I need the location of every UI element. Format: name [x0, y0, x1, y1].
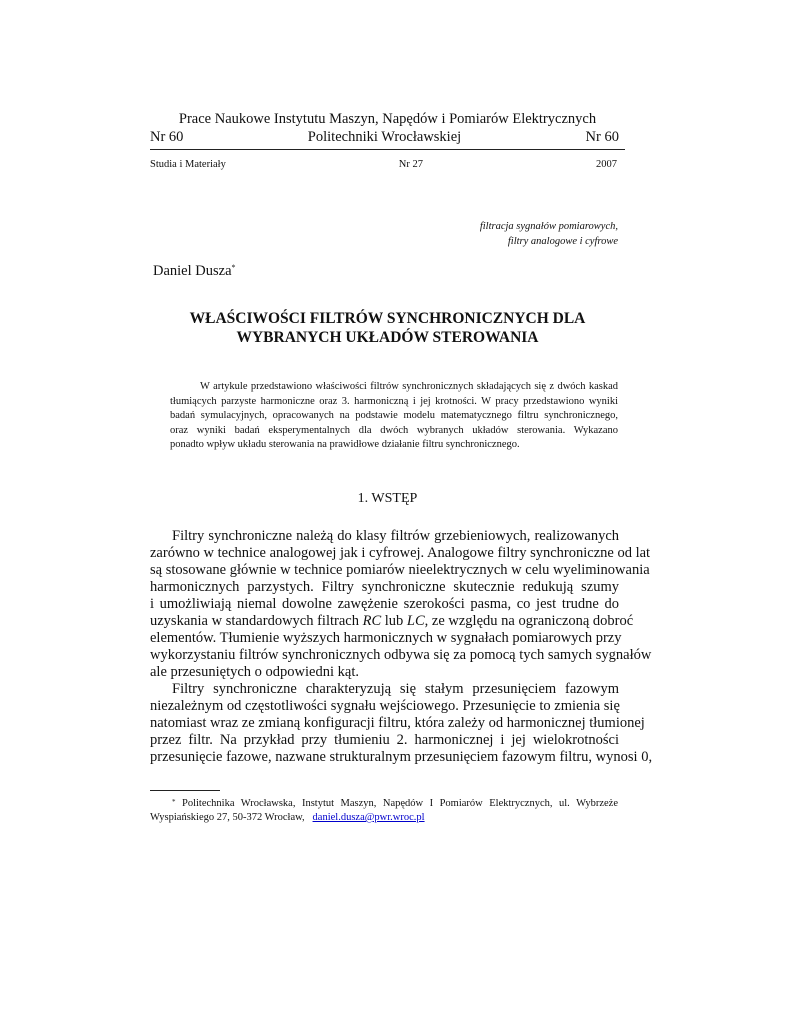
body-line: natomiast wraz ze zmianą konfiguracji filtru, która zależy od harmonicznej tłumionej — [150, 715, 645, 731]
abstract — [170, 380, 618, 453]
body-line: są stosowane głównie w technice pomiarów nieelektrycznych w celu wyeliminowania — [150, 562, 650, 578]
body-line: Filtry synchroniczne charakteryzują się stałym przesunięciem fazowym — [172, 681, 619, 697]
footnote — [150, 797, 618, 825]
footnote-address: Wyspiańskiego 27, 50-372 Wrocław, — [150, 812, 305, 823]
keywords-line: filtry analogowe i cyfrowe — [507, 235, 618, 247]
keywords — [480, 220, 618, 249]
abstract-line: badań symulacyjnych, opracowanych na podstawie modelu matematycznego filtru synchronicznego, — [170, 410, 618, 421]
body-line: i umożliwiają niemal dowolne zawężenie szerokości pasma, co jest trudne do — [150, 596, 619, 612]
body-line: niezależnym od częstotliwości sygnału wejściowego. Przesunięcie to zmienia się — [150, 698, 620, 714]
body-line: Filtry synchroniczne należą do klasy filtrów grzebieniowych, realizowanych — [172, 528, 619, 544]
header-right-number: Nr 60 — [585, 129, 619, 145]
footnote-line — [150, 811, 618, 825]
footnote-affiliation: Politechnika Wrocławska, Instytut Maszyn, Napędów I Pomiarów Elektrycznych, ul. Wybrzeże — [182, 798, 618, 809]
keywords-line: filtracja sygnałów pomiarowych, — [479, 221, 618, 232]
journal-title: Prace Naukowe Instytutu Maszyn, Napędów i Pomiarów Elektrycznych — [178, 111, 597, 127]
body-line: zarówno w technice analogowej jak i cyfrowej. Analogowe filtry synchroniczne od lat — [150, 545, 651, 561]
title-line: WŁAŚCIWOŚCI FILTRÓW SYNCHRONICZNYCH DLA — [189, 310, 586, 327]
header-rule — [150, 149, 625, 150]
body-line: elementów. Tłumienie wyższych harmonicznych w sygnałach pomiarowych przy — [150, 630, 622, 646]
series-label: Studia i Materiały — [150, 159, 226, 170]
footnote-line — [150, 797, 618, 811]
header-left-number: Nr 60 — [150, 129, 184, 145]
rc-term: RC — [362, 613, 382, 629]
body-text-fragment: uzyskania w standardowych filtrach — [150, 613, 363, 629]
lc-term: LC — [406, 613, 425, 629]
body-text-fragment: lub — [381, 613, 407, 629]
body-line: przesunięcie fazowe, nazwane strukturalnym przesunięciem fazowym filtru, wynosi 0, — [150, 749, 653, 765]
section-heading: 1. WSTĘP — [357, 491, 418, 506]
abstract-line: W artykule przedstawiono właściwości filtrów synchronicznych składających się z dwóch kaskad — [200, 381, 618, 392]
header-institution: Politechniki Wrocławskiej — [307, 129, 462, 145]
header-row — [150, 128, 619, 146]
body-line: wykorzystaniu filtrów synchronicznych odbywa się za pomocą tych samych sygnałów — [150, 647, 652, 663]
body-text — [150, 528, 653, 766]
abstract-line: oraz wyniki badań eksperymentalnych dla dwóch wybranych układów sterowania. Wykazano — [170, 424, 618, 436]
email-link[interactable]: daniel.dusza@pwr.wroc.pl — [312, 812, 425, 823]
body-line: ale przesuniętych o odpowiedni kąt. — [150, 664, 359, 680]
author-footnote-mark: * — [231, 263, 236, 272]
author — [153, 262, 236, 280]
body-line: harmonicznych parzystych. Filtry synchroniczne skutecznie redukują szumy — [150, 579, 619, 595]
abstract-line: ponadto wpływ układu sterowania na prawidłowe działanie filtru synchronicznego. — [170, 439, 520, 450]
author-name: Daniel Dusza — [153, 263, 232, 279]
body-text-fragment: , ze względu na ograniczoną dobroć — [424, 613, 634, 629]
year-label: 2007 — [595, 159, 617, 170]
footnote-mark: * — [172, 798, 176, 806]
abstract-line: tłumiących parzyste harmoniczne oraz 3. harmoniczną i jej krotności. W pracy przedstawiono wyniki — [170, 395, 618, 407]
issue-label: Nr 27 — [398, 159, 424, 170]
footnote-rule — [150, 790, 220, 791]
body-line — [150, 613, 634, 630]
body-line: przez filtr. Na przykład przy tłumieniu 2. harmonicznej i jej wielokrotności — [150, 732, 619, 748]
subheader-row — [150, 158, 617, 172]
title-line: WYBRANYCH UKŁADÓW STEROWANIA — [236, 329, 539, 346]
paper-title — [150, 309, 625, 347]
